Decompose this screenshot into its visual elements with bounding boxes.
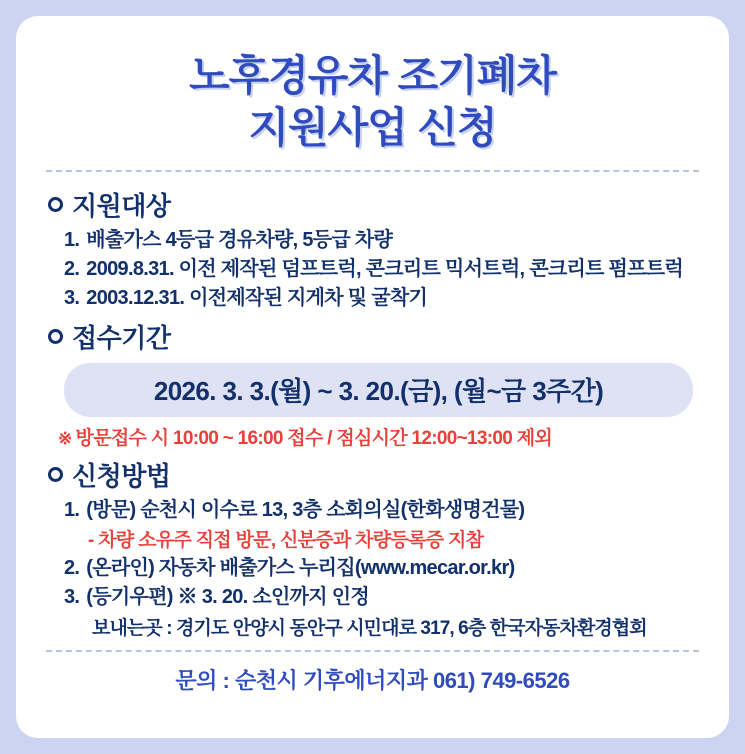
page-title <box>42 50 703 154</box>
how-to-apply-list <box>42 497 703 640</box>
section-title-text: 지원대상 <box>72 191 171 222</box>
mail-address-text: 보내는곳 : 경기도 안양시 동안구 시민대로 317, 6층 한국자동차환경협회 <box>92 617 647 639</box>
circle-bullet-icon <box>48 467 63 482</box>
contact-footer: 문의 : 순천시 기후에너지과 061) 749-6526 <box>175 667 570 693</box>
list-item <box>64 497 703 524</box>
list-item-text: (방문) 순천시 이수로 13, 3층 소회의실(한화생명건물) <box>86 498 525 521</box>
visit-hours-note <box>58 423 703 450</box>
list-item-text: (온라인) 자동차 배출가스 누리집(www.mecar.or.kr) <box>86 557 515 580</box>
visit-hours-note-text: 방문접수 시 10:00 ~ 16:00 접수 / 점심시간 12:00~13:00 제외 <box>75 427 553 449</box>
circle-bullet-icon <box>48 329 63 344</box>
section-heading-how-to-apply <box>48 456 703 493</box>
title-line-1: 노후경유차 조기폐차 <box>189 52 556 99</box>
list-item-text: (등기우편) ※ 3. 20. 소인까지 인정 <box>86 586 369 609</box>
list-item-number: 3. <box>64 586 80 609</box>
divider-bottom <box>46 650 699 652</box>
list-item <box>64 285 703 312</box>
asterisk-icon: ※ <box>58 428 72 448</box>
list-item-text: 2009.8.31. 이전 제작된 덤프트럭, 콘크리트 믹서트럭, 콘크리트 펌프트럭 <box>86 257 684 280</box>
section-heading-support-target <box>48 186 703 223</box>
visit-requirement-text: - 차량 소유주 직접 방문, 신분증과 차량등록증 지참 <box>88 530 484 552</box>
list-item-number: 2. <box>64 557 80 580</box>
list-item <box>64 227 703 254</box>
list-item <box>64 584 703 611</box>
title-line-2: 지원사업 신청 <box>248 104 497 152</box>
list-item-number: 1. <box>64 229 80 252</box>
section-title-text: 접수기간 <box>72 322 171 353</box>
circle-bullet-icon <box>48 197 63 212</box>
list-item <box>64 555 703 582</box>
list-item-number: 1. <box>64 498 80 521</box>
list-item-number: 3. <box>64 286 80 309</box>
visit-requirement-note <box>42 525 703 552</box>
divider-top <box>46 170 699 172</box>
section-heading-application-period <box>48 318 703 355</box>
list-item-number: 2. <box>64 257 80 280</box>
section-title-text: 신청방법 <box>72 460 171 491</box>
list-item <box>64 256 703 283</box>
support-target-list <box>42 227 703 311</box>
application-period-badge: 2026. 3. 3.(월) ~ 3. 20.(금), (월~금 3주간) <box>64 363 693 417</box>
mail-address-note <box>42 613 703 640</box>
poster-card <box>16 16 729 738</box>
list-item-text: 2003.12.31. 이전제작된 지게차 및 굴착기 <box>86 286 428 309</box>
list-item-text: 배출가스 4등급 경유차량, 5등급 차량 <box>86 229 393 252</box>
